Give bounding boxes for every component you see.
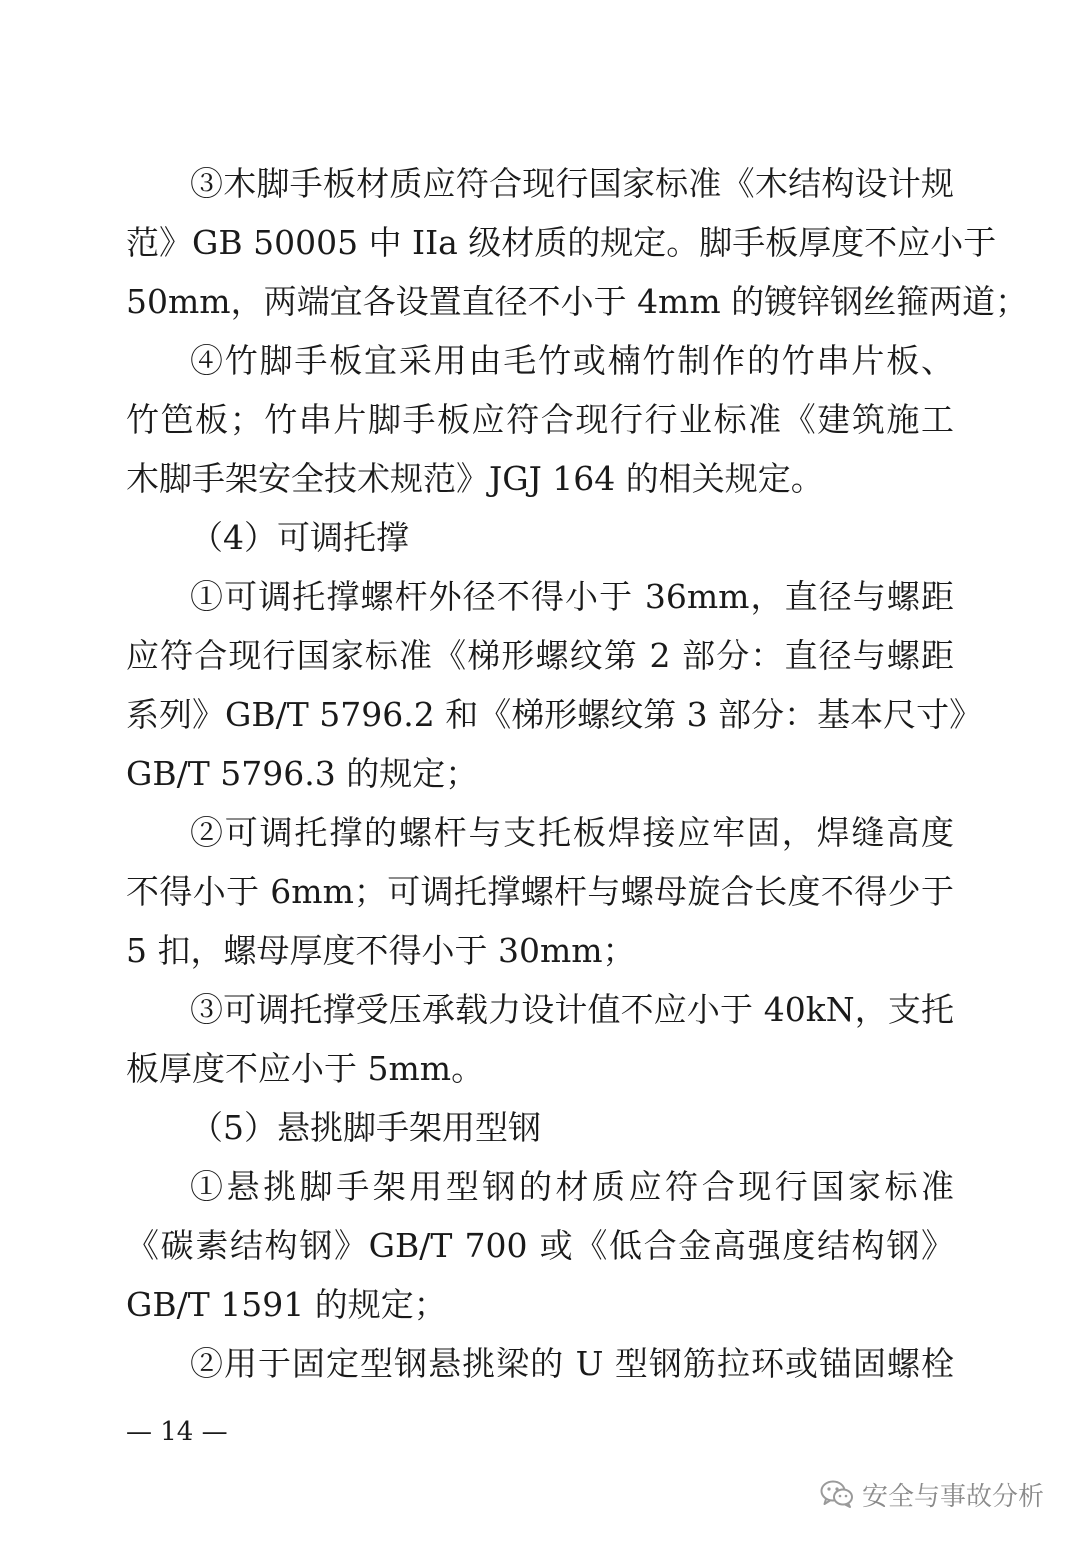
paragraph-line: 系列》GB/T 5796.2 和《梯形螺纹第 3 部分：基本尺寸》 — [126, 695, 983, 734]
paragraph-line: ①悬挑脚手架用型钢的材质应符合现行国家标准 — [190, 1167, 954, 1206]
page-number: — 14 — — [126, 1417, 228, 1447]
paragraph-line: 范》GB 50005 中 IIa 级材质的规定。脚手板厚度不应小于 — [126, 223, 997, 262]
paragraph-line: 木脚手架安全技术规范》JGJ 164 的相关规定。 — [126, 459, 824, 498]
paragraph-line: ③木脚手板材质应符合现行国家标准《木结构设计规 — [190, 164, 954, 203]
paragraph-line: GB/T 5796.3 的规定； — [126, 754, 479, 793]
paragraph-line: 5 扣，螺母厚度不得小于 30mm； — [126, 931, 636, 970]
paragraph-line: ②用于固定型钢悬挑梁的 U 型钢筋拉环或锚固螺栓 — [190, 1344, 954, 1383]
paragraph-line: 应符合现行国家标准《梯形螺纹第 2 部分：直径与螺距 — [126, 636, 954, 675]
paragraph-line: 不得小于 6mm；可调托撑螺杆与螺母旋合长度不得少于 — [126, 872, 954, 911]
paragraph-line: ③可调托撑受压承载力设计值不应小于 40kN，支托 — [190, 990, 954, 1029]
paragraph-line: 板厚度不应小于 5mm。 — [126, 1049, 485, 1088]
watermark-text: 安全与事故分析 — [861, 1481, 1044, 1512]
section-heading: （4）可调托撑 — [190, 518, 409, 557]
paragraph-line: 50mm，两端宜各设置直径不小于 4mm 的镀锌钢丝箍两道； — [126, 282, 1029, 321]
paragraph-line: ④竹脚手板宜采用由毛竹或楠竹制作的竹串片板、 — [190, 341, 954, 380]
paragraph-line: ①可调托撑螺杆外径不得小于 36mm，直径与螺距 — [190, 577, 954, 616]
watermark — [820, 1476, 1044, 1512]
paragraph-line: 《碳素结构钢》GB/T 700 或《低合金高强度结构钢》 — [126, 1226, 954, 1265]
paragraph-line: GB/T 1591 的规定； — [126, 1285, 447, 1324]
wechat-icon — [820, 1479, 854, 1509]
paragraph-line: ②可调托撑的螺杆与支托板焊接应牢固，焊缝高度 — [190, 813, 954, 852]
section-heading: （5）悬挑脚手架用型钢 — [190, 1108, 541, 1147]
paragraph-line: 竹笆板；竹串片脚手板应符合现行行业标准《建筑施工 — [126, 400, 954, 439]
